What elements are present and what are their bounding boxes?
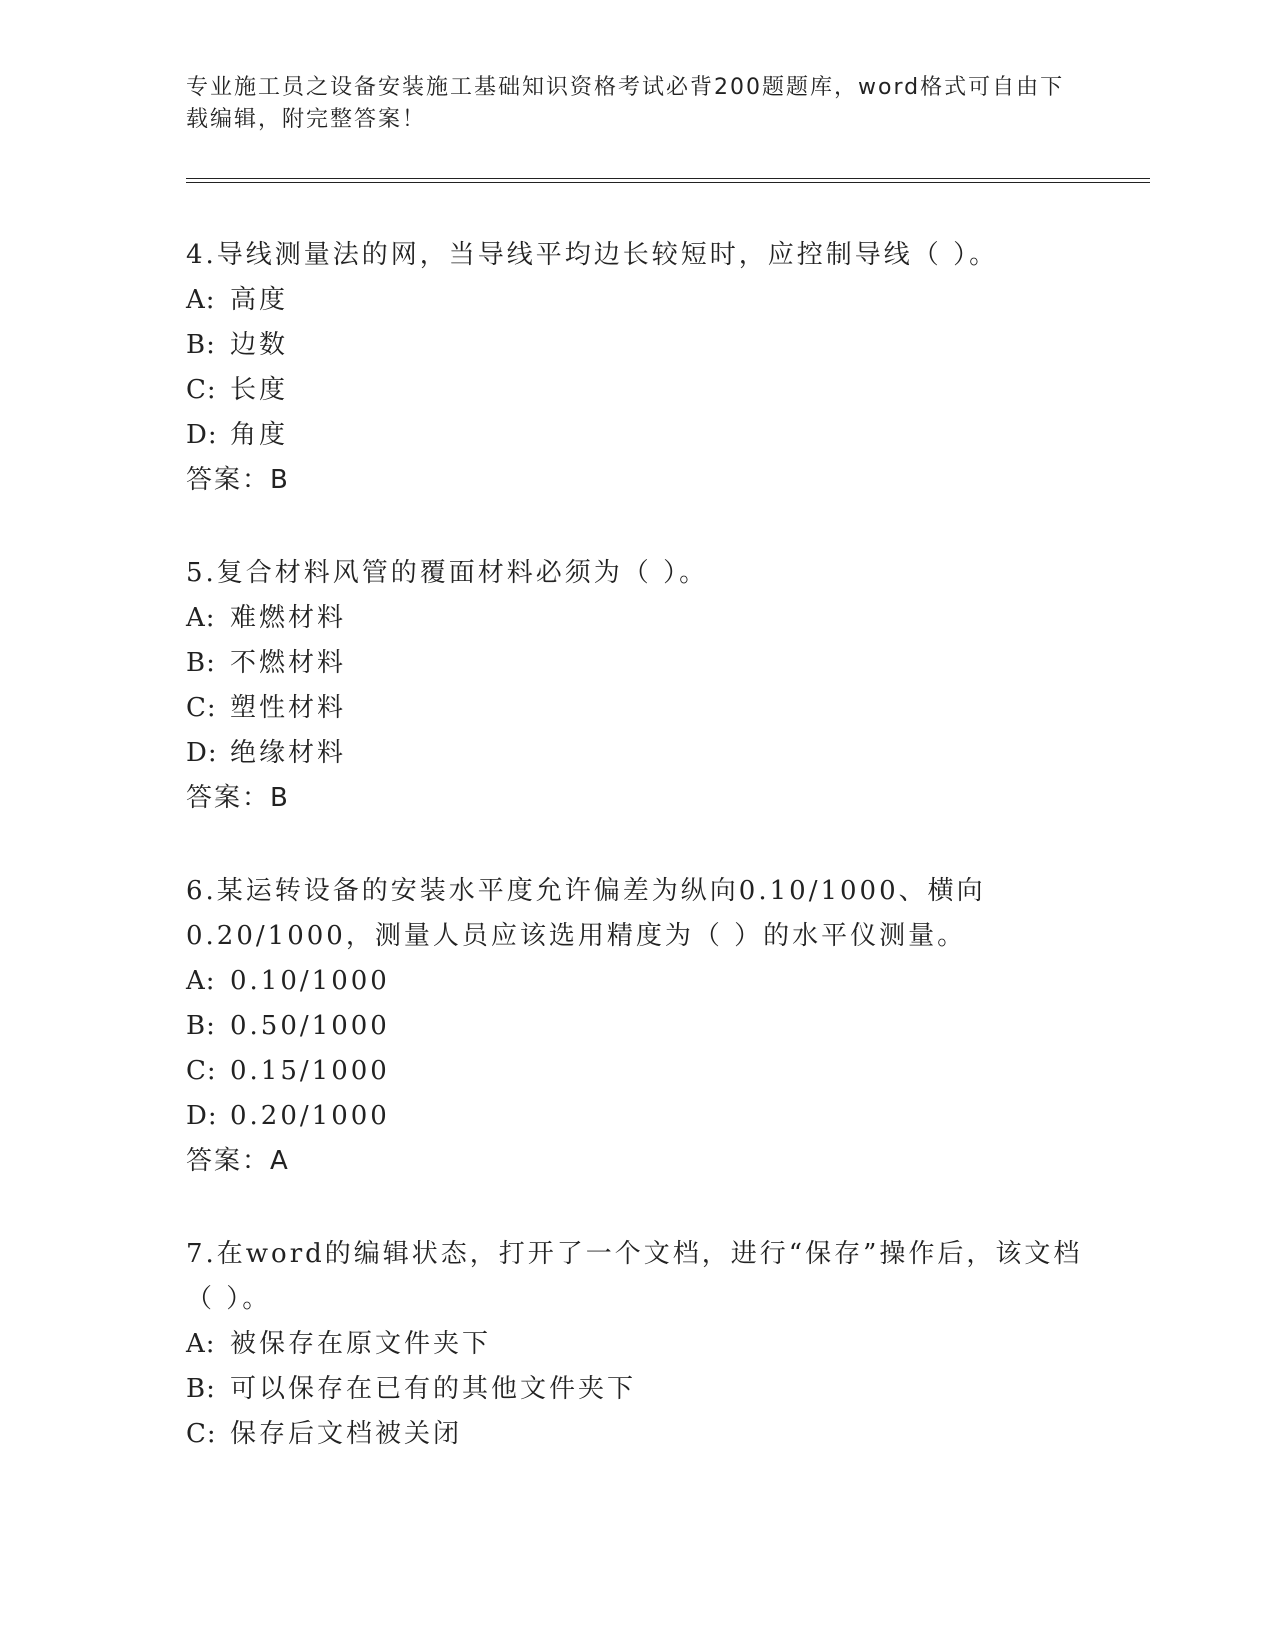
option-letter: B: [186, 1374, 216, 1404]
option-text: 0.15/1000 [230, 1056, 390, 1086]
option-d [186, 1094, 1086, 1139]
answer-line: 答案：B [186, 465, 290, 495]
answer-line: 答案：B [186, 783, 290, 813]
option-letter: C: [186, 375, 217, 405]
option-letter: A: [186, 603, 216, 633]
option-d [186, 731, 1086, 776]
option-c [186, 686, 1086, 731]
option-c [186, 1049, 1086, 1094]
question-stem: 5.复合材料风管的覆面材料必须为（ ）。 [186, 558, 709, 588]
option-b [186, 1367, 1086, 1412]
option-text: 保存后文档被关闭 [230, 1419, 463, 1449]
option-letter: B: [186, 1011, 216, 1041]
option-a [186, 959, 1086, 1004]
option-b [186, 1004, 1086, 1049]
header-divider-bottom [186, 182, 1150, 183]
question-stem: 4.导线测量法的网，当导线平均边长较短时，应控制导线（ ）。 [186, 240, 999, 270]
answer-line: 答案：A [186, 1146, 290, 1176]
option-letter: D: [186, 738, 218, 768]
option-text: 塑性材料 [230, 693, 347, 723]
header-divider-top [186, 178, 1150, 179]
option-text: 角度 [230, 420, 289, 450]
option-letter: B: [186, 648, 216, 678]
option-letter: D: [186, 420, 218, 450]
option-text: 0.50/1000 [230, 1011, 390, 1041]
option-text: 可以保存在已有的其他文件夹下 [230, 1374, 637, 1404]
option-letter: D: [186, 1101, 218, 1131]
option-text: 0.10/1000 [230, 966, 390, 996]
option-letter: B: [186, 330, 216, 360]
option-letter: C: [186, 693, 217, 723]
option-b [186, 641, 1086, 686]
option-text: 高度 [230, 285, 289, 315]
option-letter: A: [186, 285, 216, 315]
question-block [186, 869, 1086, 1184]
option-a [186, 596, 1086, 641]
question-block [186, 551, 1086, 821]
option-text: 被保存在原文件夹下 [230, 1329, 492, 1359]
option-letter: C: [186, 1056, 217, 1086]
option-text: 难燃材料 [230, 603, 347, 633]
option-text: 0.20/1000 [230, 1101, 390, 1131]
option-text: 边数 [230, 330, 289, 360]
option-c [186, 1412, 1086, 1457]
question-block [186, 233, 1086, 503]
option-b [186, 323, 1086, 368]
question-block [186, 1232, 1086, 1457]
option-letter: A: [186, 1329, 216, 1359]
option-text: 不燃材料 [230, 648, 347, 678]
document-header: 专业施工员之设备安装施工基础知识资格考试必背200题题库，word格式可自由下载编辑，附完整答案！ [186, 75, 1065, 132]
option-letter: A: [186, 966, 216, 996]
option-a [186, 1322, 1086, 1367]
option-letter: C: [186, 1419, 217, 1449]
question-stem: 7.在word的编辑状态，打开了一个文档，进行“保存”操作后，该文档（ ）。 [186, 1239, 1083, 1314]
option-text: 长度 [230, 375, 289, 405]
option-a [186, 278, 1086, 323]
option-c [186, 368, 1086, 413]
option-text: 绝缘材料 [230, 738, 347, 768]
question-stem: 6.某运转设备的安装水平度允许偏差为纵向0.10/1000、横向0.20/1000，测量人员应该选用精度为（ ）的水平仪测量。 [186, 876, 986, 951]
option-d [186, 413, 1086, 458]
